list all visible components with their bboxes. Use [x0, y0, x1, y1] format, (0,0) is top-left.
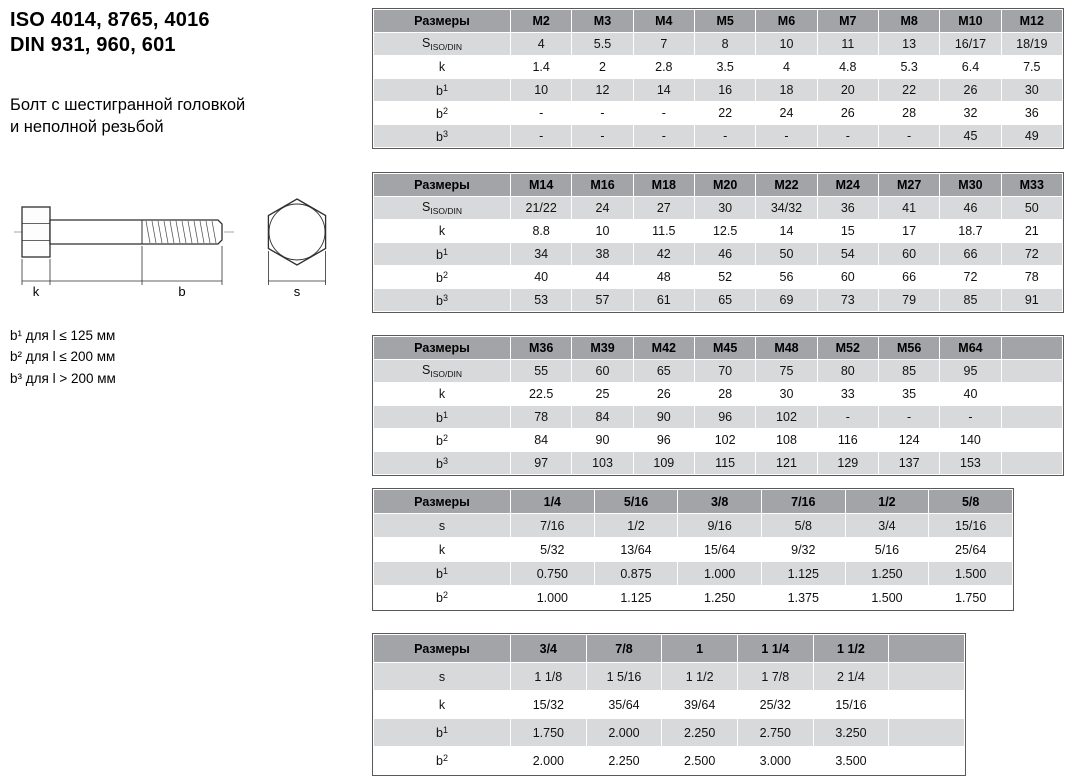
value-cell: 1 5/16	[586, 663, 662, 691]
value-cell: -	[878, 125, 939, 148]
size-col-header: M30	[940, 174, 1001, 197]
dim-label-b: b	[178, 283, 186, 299]
value-cell: -	[756, 125, 817, 148]
value-cell: 60	[878, 243, 939, 266]
size-col-header: 3/4	[511, 635, 587, 663]
value-cell: 57	[572, 289, 633, 312]
dim-label-k: k	[32, 283, 40, 299]
value-cell: 15/16	[813, 691, 889, 719]
dimension-table-metric-m36-m64	[372, 335, 1064, 476]
value-cell: 90	[572, 429, 633, 452]
row-label: $b^3$	[374, 125, 511, 148]
value-cell: 21	[1001, 220, 1062, 243]
value-cell: -	[694, 125, 755, 148]
row-label: $S_{ISO/DIN}$	[374, 33, 511, 56]
size-col-header: M36	[511, 337, 572, 360]
value-cell: 2.250	[586, 747, 662, 775]
value-cell: 26	[633, 383, 694, 406]
size-col-header: M33	[1001, 174, 1062, 197]
value-cell: 108	[756, 429, 817, 452]
value-cell: 1.750	[511, 719, 587, 747]
value-cell: 34/32	[756, 197, 817, 220]
value-cell: 40	[511, 266, 572, 289]
value-cell: 70	[694, 360, 755, 383]
value-cell: 54	[817, 243, 878, 266]
value-cell: 24	[756, 102, 817, 125]
value-cell: 45	[940, 125, 1001, 148]
dimension-table-metric-m14-m33	[372, 172, 1064, 313]
value-cell: 1.500	[929, 562, 1013, 586]
value-cell: 75	[756, 360, 817, 383]
value-cell: 7	[633, 33, 694, 56]
value-cell: 25/64	[929, 538, 1013, 562]
value-cell: 1.250	[678, 586, 762, 610]
value-cell: 38	[572, 243, 633, 266]
value-cell: 115	[694, 452, 755, 475]
value-cell: 95	[940, 360, 1001, 383]
value-cell: 8	[694, 33, 755, 56]
value-cell: 124	[878, 429, 939, 452]
value-cell: 50	[1001, 197, 1062, 220]
dim-label-s: s	[293, 283, 301, 299]
value-cell: 21/22	[511, 197, 572, 220]
size-col-header: M18	[633, 174, 694, 197]
row-label: $b^3$	[374, 289, 511, 312]
value-cell: -	[511, 125, 572, 148]
row-label: k	[374, 383, 511, 406]
size-col-header: 1 1/4	[737, 635, 813, 663]
size-col-header: 7/8	[586, 635, 662, 663]
info-panel	[10, 8, 366, 389]
value-cell: 2.000	[586, 719, 662, 747]
value-cell: 84	[572, 406, 633, 429]
value-cell	[889, 663, 965, 691]
size-col-header: 3/8	[678, 490, 762, 514]
din-title: DIN 931, 960, 601	[10, 34, 176, 56]
value-cell: 26	[940, 79, 1001, 102]
size-col-header: M3	[572, 10, 633, 33]
value-cell: 15/64	[678, 538, 762, 562]
value-cell: 28	[694, 383, 755, 406]
value-cell: 14	[633, 79, 694, 102]
dimension-table-inch-large	[372, 633, 966, 776]
value-cell: -	[633, 125, 694, 148]
value-cell: 91	[1001, 289, 1062, 312]
value-cell: 73	[817, 289, 878, 312]
value-cell: 1.125	[761, 562, 845, 586]
value-cell: 26	[817, 102, 878, 125]
value-cell: -	[633, 102, 694, 125]
value-cell: 25	[572, 383, 633, 406]
value-cell: 15	[817, 220, 878, 243]
value-cell: 13	[878, 33, 939, 56]
row-label: $b^1$	[374, 719, 511, 747]
subtitle-line1: Болт с шестигранной головкой	[10, 96, 246, 114]
value-cell: 1 1/2	[662, 663, 738, 691]
value-cell: 30	[694, 197, 755, 220]
value-cell: 5/16	[845, 538, 929, 562]
value-cell: 65	[633, 360, 694, 383]
value-cell: -	[817, 125, 878, 148]
value-cell: 9/16	[678, 514, 762, 538]
value-cell: 61	[633, 289, 694, 312]
value-cell: 42	[633, 243, 694, 266]
value-cell: 28	[878, 102, 939, 125]
value-cell: -	[940, 406, 1001, 429]
value-cell: 66	[940, 243, 1001, 266]
value-cell: 116	[817, 429, 878, 452]
value-cell: -	[511, 102, 572, 125]
row-label: $b^1$	[374, 243, 511, 266]
value-cell: -	[572, 102, 633, 125]
value-cell: 102	[694, 429, 755, 452]
value-cell: 85	[878, 360, 939, 383]
value-cell: 140	[940, 429, 1001, 452]
value-cell: 137	[878, 452, 939, 475]
value-cell: 1.250	[845, 562, 929, 586]
dim-table	[373, 173, 1063, 312]
value-cell: 10	[756, 33, 817, 56]
value-cell: 40	[940, 383, 1001, 406]
value-cell: -	[878, 406, 939, 429]
value-cell: 20	[817, 79, 878, 102]
size-col-header: M5	[694, 10, 755, 33]
size-col-header: M12	[1001, 10, 1062, 33]
value-cell: 8.8	[511, 220, 572, 243]
standards-title-block	[10, 8, 366, 58]
value-cell: 16	[694, 79, 755, 102]
value-cell: 80	[817, 360, 878, 383]
dim-table	[373, 336, 1063, 475]
value-cell: 3.000	[737, 747, 813, 775]
value-cell	[1001, 360, 1062, 383]
sizes-header-cell: Размеры	[374, 174, 511, 197]
size-col-header: 5/8	[929, 490, 1013, 514]
sizes-header-cell: Размеры	[374, 10, 511, 33]
value-cell: 1 1/8	[511, 663, 587, 691]
size-col-header: M56	[878, 337, 939, 360]
value-cell: 96	[694, 406, 755, 429]
size-col-header: M20	[694, 174, 755, 197]
value-cell	[1001, 406, 1062, 429]
tables-panel	[372, 8, 1064, 776]
value-cell: 39/64	[662, 691, 738, 719]
value-cell: 96	[633, 429, 694, 452]
value-cell: 1.000	[678, 562, 762, 586]
size-col-header: M24	[817, 174, 878, 197]
value-cell: 1.125	[594, 586, 678, 610]
value-cell: 5/32	[511, 538, 595, 562]
value-cell: 18.7	[940, 220, 1001, 243]
size-col-header: M7	[817, 10, 878, 33]
value-cell: 56	[756, 266, 817, 289]
value-cell: 16/17	[940, 33, 1001, 56]
value-cell: 30	[756, 383, 817, 406]
size-col-header: M27	[878, 174, 939, 197]
value-cell: 55	[511, 360, 572, 383]
value-cell: 15/32	[511, 691, 587, 719]
dim-table	[373, 9, 1063, 148]
value-cell: 46	[940, 197, 1001, 220]
value-cell: 153	[940, 452, 1001, 475]
value-cell: 102	[756, 406, 817, 429]
value-cell: 5/8	[761, 514, 845, 538]
value-cell: 53	[511, 289, 572, 312]
value-cell: 65	[694, 289, 755, 312]
value-cell: 72	[940, 266, 1001, 289]
size-col-header: 1	[662, 635, 738, 663]
size-col-header: M64	[940, 337, 1001, 360]
row-label: $b^1$	[374, 79, 511, 102]
value-cell: 103	[572, 452, 633, 475]
value-cell: 2	[572, 56, 633, 79]
size-col-header	[1001, 337, 1062, 360]
value-cell: 22	[878, 79, 939, 102]
value-cell: 12	[572, 79, 633, 102]
value-cell	[1001, 383, 1062, 406]
size-col-header	[889, 635, 965, 663]
value-cell: 48	[633, 266, 694, 289]
value-cell	[889, 747, 965, 775]
value-cell: 25/32	[737, 691, 813, 719]
value-cell: 3.500	[813, 747, 889, 775]
value-cell: 18	[756, 79, 817, 102]
value-cell: 5.3	[878, 56, 939, 79]
value-cell: 60	[817, 266, 878, 289]
size-col-header: M6	[756, 10, 817, 33]
value-cell: 1 7/8	[737, 663, 813, 691]
size-col-header: M48	[756, 337, 817, 360]
dim-table	[373, 634, 965, 775]
value-cell: 17	[878, 220, 939, 243]
size-col-header: M8	[878, 10, 939, 33]
sizes-header-cell: Размеры	[374, 635, 511, 663]
value-cell: -	[572, 125, 633, 148]
value-cell: 129	[817, 452, 878, 475]
dimension-table-inch-small	[372, 488, 1014, 611]
dim-table	[373, 489, 1013, 610]
value-cell: 69	[756, 289, 817, 312]
value-cell: 78	[511, 406, 572, 429]
value-cell: 36	[817, 197, 878, 220]
dimension-lines	[22, 246, 222, 285]
value-cell: 121	[756, 452, 817, 475]
sizes-header-cell: Размеры	[374, 490, 511, 514]
value-cell: 3.5	[694, 56, 755, 79]
value-cell: 24	[572, 197, 633, 220]
size-col-header: M4	[633, 10, 694, 33]
bolt-drawing	[10, 187, 350, 299]
value-cell: 78	[1001, 266, 1062, 289]
value-cell	[889, 691, 965, 719]
value-cell: 5.5	[572, 33, 633, 56]
value-cell: 35	[878, 383, 939, 406]
size-col-header: M52	[817, 337, 878, 360]
size-col-header: M45	[694, 337, 755, 360]
size-col-header: M22	[756, 174, 817, 197]
value-cell: 27	[633, 197, 694, 220]
value-cell: 9/32	[761, 538, 845, 562]
value-cell: 1.750	[929, 586, 1013, 610]
size-col-header: M39	[572, 337, 633, 360]
value-cell: 3.250	[813, 719, 889, 747]
row-label: $S_{ISO/DIN}$	[374, 360, 511, 383]
size-col-header: M2	[511, 10, 572, 33]
row-label: k	[374, 538, 511, 562]
row-label: k	[374, 691, 511, 719]
value-cell: 2 1/4	[813, 663, 889, 691]
value-cell: 60	[572, 360, 633, 383]
value-cell: 41	[878, 197, 939, 220]
sizes-header-cell: Размеры	[374, 337, 511, 360]
value-cell: 7.5	[1001, 56, 1062, 79]
value-cell: 0.875	[594, 562, 678, 586]
value-cell: 66	[878, 266, 939, 289]
value-cell: 13/64	[594, 538, 678, 562]
subtitle-line2: и неполной резьбой	[10, 118, 164, 137]
bolt-head-side	[22, 207, 50, 257]
value-cell: 10	[511, 79, 572, 102]
value-cell: 1.500	[845, 586, 929, 610]
value-cell: 72	[1001, 243, 1062, 266]
value-cell: 1.000	[511, 586, 595, 610]
value-cell: 4	[756, 56, 817, 79]
value-cell: 2.250	[662, 719, 738, 747]
value-cell: 3/4	[845, 514, 929, 538]
dimension-table-metric-m2-m12	[372, 8, 1064, 149]
value-cell: 46	[694, 243, 755, 266]
size-col-header: M16	[572, 174, 633, 197]
row-label: $b^3$	[374, 452, 511, 475]
row-label: $b^1$	[374, 562, 511, 586]
value-cell: 2.8	[633, 56, 694, 79]
row-label: s	[374, 514, 511, 538]
value-cell: 32	[940, 102, 1001, 125]
row-label: $b^1$	[374, 406, 511, 429]
value-cell: 79	[878, 289, 939, 312]
value-cell: 18/19	[1001, 33, 1062, 56]
hex-head-view	[268, 199, 325, 265]
value-cell: 1.4	[511, 56, 572, 79]
value-cell	[889, 719, 965, 747]
row-label: $b^2$	[374, 747, 511, 775]
value-cell: 52	[694, 266, 755, 289]
value-cell: 6.4	[940, 56, 1001, 79]
row-label: $b^2$	[374, 429, 511, 452]
value-cell: 97	[511, 452, 572, 475]
size-col-header: 1 1/2	[813, 635, 889, 663]
value-cell: 36	[1001, 102, 1062, 125]
value-cell: 11	[817, 33, 878, 56]
size-col-header: M14	[511, 174, 572, 197]
value-cell: 109	[633, 452, 694, 475]
size-col-header: 1/4	[511, 490, 595, 514]
row-label: $b^2$	[374, 266, 511, 289]
row-label: k	[374, 220, 511, 243]
note-b2: b² для l ≤ 200 мм	[10, 349, 116, 365]
value-cell: 7/16	[511, 514, 595, 538]
row-label: $b^2$	[374, 102, 511, 125]
value-cell: 12.5	[694, 220, 755, 243]
value-cell: 2.500	[662, 747, 738, 775]
value-cell: 4	[511, 33, 572, 56]
value-cell: 4.8	[817, 56, 878, 79]
value-cell: 84	[511, 429, 572, 452]
value-cell: 22	[694, 102, 755, 125]
value-cell: 10	[572, 220, 633, 243]
size-col-header: 7/16	[761, 490, 845, 514]
row-label: $S_{ISO/DIN}$	[374, 197, 511, 220]
value-cell: 11.5	[633, 220, 694, 243]
value-cell: 50	[756, 243, 817, 266]
value-cell: 90	[633, 406, 694, 429]
value-cell: 2.750	[737, 719, 813, 747]
value-cell: 0.750	[511, 562, 595, 586]
value-cell: 35/64	[586, 691, 662, 719]
size-col-header: 5/16	[594, 490, 678, 514]
row-label: $b^2$	[374, 586, 511, 610]
value-cell: 15/16	[929, 514, 1013, 538]
value-cell: -	[817, 406, 878, 429]
product-subtitle	[10, 94, 366, 139]
size-col-header: 1/2	[845, 490, 929, 514]
iso-title: ISO 4014, 8765, 4016	[10, 9, 210, 31]
value-cell: 22.5	[511, 383, 572, 406]
value-cell: 33	[817, 383, 878, 406]
value-cell: 30	[1001, 79, 1062, 102]
value-cell	[1001, 452, 1062, 475]
note-b1: b¹ для l ≤ 125 мм	[10, 327, 116, 343]
value-cell: 49	[1001, 125, 1062, 148]
value-cell: 14	[756, 220, 817, 243]
value-cell: 34	[511, 243, 572, 266]
size-col-header: M42	[633, 337, 694, 360]
note-b3: b³ для l > 200 мм	[10, 370, 116, 386]
value-cell: 2.000	[511, 747, 587, 775]
length-notes	[10, 325, 366, 390]
value-cell: 44	[572, 266, 633, 289]
value-cell: 85	[940, 289, 1001, 312]
row-label: k	[374, 56, 511, 79]
size-col-header: M10	[940, 10, 1001, 33]
value-cell	[1001, 429, 1062, 452]
row-label: s	[374, 663, 511, 691]
value-cell: 1/2	[594, 514, 678, 538]
value-cell: 1.375	[761, 586, 845, 610]
